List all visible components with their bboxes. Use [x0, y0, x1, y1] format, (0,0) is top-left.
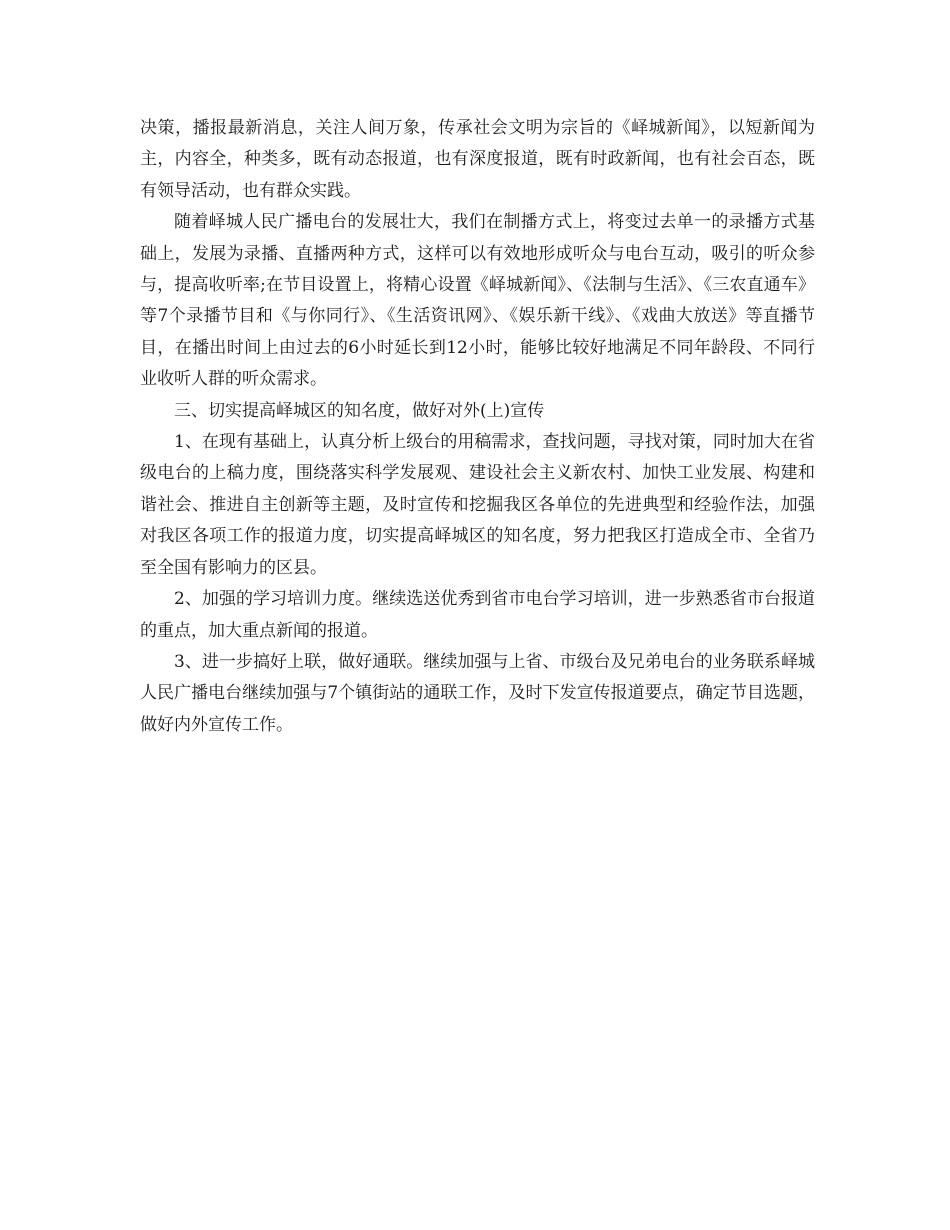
paragraph-item-3: 3、进一步搞好上联，做好通联。继续加强与上省、市级台及兄弟电台的业务联系峄城人民广播电台继续加强与7个镇街站的通联工作，及时下发宣传报道要点，确定节目选题，做好内外宣传工作。	[140, 651, 815, 735]
paragraph-broadcast-development: 随着峄城人民广播电台的发展壮大，我们在制播方式上，将变过去单一的录播方式基础上，发展为录播、直播两种方式，这样可以有效地形成听众与电台互动，吸引的听众参与，提高收听率;在节目设置上，将精心设置《峄城新闻》、《法制与生活》、《三农直通车》等7个录播节目和《与你同行》、《生活资讯网》、《娱乐新干线》、《戏曲大放送》等直播节目，在播出时间上由过去的6小时延长到12小时，能够比较好地满足不同年龄段、不同行业收听人群的听众需求。	[140, 212, 815, 390]
paragraph-item-1: 1、在现有基础上，认真分析上级台的用稿需求，查找问题，寻找对策，同时加大在省级电台的上稿力度，围绕落实科学发展观、建设社会主义新农村、加快工业发展、构建和谐社会、推进自主创新等主题，及时宣传和挖掘我区各单位的先进典型和经验作法，加强对我区各项工作的报道力度，切实提高峄城区的知名度，努力把我区打造成全市、全省乃至全国有影响力的区县。	[140, 432, 815, 578]
section-heading-3: 三、切实提高峄城区的知名度，做好对外(上)宣传	[174, 400, 545, 421]
document-body	[140, 113, 815, 741]
paragraph-continuation: 决策，播报最新消息，关注人间万象，传承社会文明为宗旨的《峄城新闻》，以短新闻为主，内容全，种类多，既有动态报道，也有深度报道，既有时政新闻，也有社会百态，既有领导活动，也有群众实践。	[140, 118, 815, 201]
paragraph-item-2: 2、加强的学习培训力度。继续选送优秀到省市电台学习培训，进一步熟悉省市台报道的重点，加大重点新闻的报道。	[140, 589, 815, 641]
